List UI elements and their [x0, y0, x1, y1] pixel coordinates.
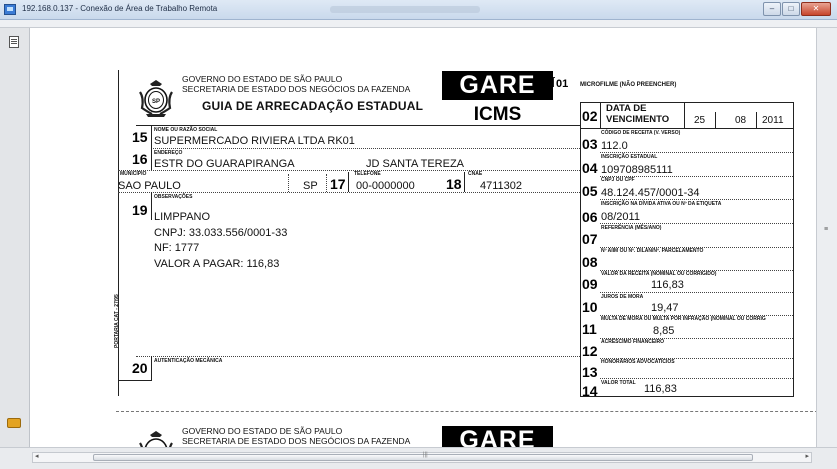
due-date-label-line1: DATA DE — [606, 103, 647, 114]
sao-paulo-coat-of-arms-icon — [136, 78, 176, 118]
field-13-label: HONORÁRIOS ADVOCATÍCIOS — [601, 359, 675, 365]
municipality: SAO PAULO — [118, 180, 181, 192]
field-10-number: 10 — [582, 299, 598, 315]
icms-title: ICMS — [473, 104, 522, 125]
government-header — [182, 74, 410, 94]
collapse-arrow-icon[interactable]: ≡ — [824, 226, 829, 233]
field-04-number: 04 — [582, 160, 598, 176]
title-bar[interactable] — [0, 0, 837, 20]
late-interest: 19,47 — [651, 302, 679, 314]
gare-logo-next: GARE — [442, 426, 553, 447]
cut-line — [116, 411, 816, 412]
field-02-number: 02 — [582, 108, 598, 124]
field-08-label: Nº AIIM OU Nº. DILAN/Nº. PARCELAMENTO — [601, 248, 704, 254]
field-19-label: OBSERVAÇÕES — [154, 194, 193, 200]
due-date-label-line2: VENCIMENTO — [606, 114, 670, 125]
secretaria-line: SECRETARIA DE ESTADO DOS NEGÓCIOS DA FAZENDA — [182, 436, 411, 446]
field-18-number: 18 — [446, 176, 462, 192]
field-06-number: 06 — [582, 209, 598, 225]
scroll-left-icon[interactable]: ◂ — [35, 453, 39, 460]
phone: 00-0000000 — [356, 180, 415, 192]
field-12-label: ACRÉSCIMO FINANCEIRO — [601, 339, 665, 345]
state-uf: SP — [303, 180, 318, 192]
revenue-value: 116,83 — [651, 279, 684, 291]
field-03-label: CÓDIGO DE RECEITA (V. VERSO) — [601, 130, 681, 136]
field-05-number: 05 — [582, 183, 598, 199]
field-18-label: CNAE — [468, 171, 483, 177]
due-year: 2011 — [762, 115, 784, 126]
field-13-number: 13 — [582, 364, 598, 380]
vertical-scrollbar[interactable] — [816, 28, 837, 456]
field-05-label: CNPJ OU CPF — [601, 177, 635, 183]
observation-line: VALOR A PAGAR: 116,83 — [154, 257, 280, 270]
document-view[interactable] — [30, 28, 816, 447]
form-right-border — [793, 102, 794, 396]
window-controls — [763, 2, 831, 16]
field-07-number: 07 — [582, 231, 598, 247]
gare-logo: GARE — [442, 71, 553, 100]
revenue-code: 112.0 — [601, 140, 628, 152]
government-line: GOVERNO DO ESTADO DE SÃO PAULO — [182, 74, 343, 84]
observations-text — [154, 210, 287, 272]
field-07-label: REFERÊNCIA (MÊS/ANO) — [601, 225, 662, 231]
field-01-label: MICROFILME (NÃO PREENCHER) — [580, 82, 677, 88]
field-14-number: 14 — [582, 383, 598, 399]
due-month: 08 — [735, 115, 747, 126]
field-01-number: 01 — [556, 78, 569, 90]
app-toolbar — [0, 20, 837, 28]
attachments-icon[interactable] — [7, 418, 21, 428]
government-line: GOVERNO DO ESTADO DE SÃO PAULO — [182, 426, 343, 436]
field-04-label: INSCRIÇÃO ESTADUAL — [601, 154, 658, 160]
municipality-label: MUNICÍPIO — [120, 171, 147, 177]
due-day: 25 — [694, 115, 706, 126]
remote-desktop-icon — [4, 4, 16, 15]
field-15-number: 15 — [132, 129, 148, 145]
total-value: 116,83 — [644, 383, 677, 395]
observation-line: NF: 1777 — [154, 242, 200, 254]
company-name: SUPERMERCADO RIVIERA LTDA RK01 — [154, 135, 355, 147]
field-20-number: 20 — [132, 360, 148, 376]
gare-form-next-copy — [116, 423, 796, 447]
state-registration: 109708985111 — [601, 164, 673, 176]
district: JD SANTA TEREZA — [366, 158, 465, 170]
secretaria-line: SECRETARIA DE ESTADO DOS NEGÓCIOS DA FAZENDA — [182, 84, 411, 94]
cnae: 4711302 — [480, 180, 523, 192]
gare-form — [116, 70, 796, 415]
field-17-number: 17 — [330, 176, 346, 192]
field-03-number: 03 — [582, 136, 598, 152]
field-17-label: TELEFONE — [354, 171, 381, 177]
field-16-number: 16 — [132, 151, 148, 167]
right-column-divider — [580, 102, 581, 396]
right-column-bottom — [580, 396, 794, 397]
field-19-number: 19 — [132, 202, 148, 218]
street-address: ESTR DO GUARAPIRANGA — [154, 158, 295, 170]
horizontal-scrollbar[interactable] — [32, 452, 812, 463]
field-16-label: ENDEREÇO — [154, 150, 183, 156]
government-header-next — [182, 426, 410, 446]
portaria-side-label: PORTARIA CAT - 27/95 — [114, 294, 120, 348]
blurred-remote-title — [330, 6, 480, 13]
maximize-button[interactable]: □ — [782, 2, 800, 16]
pages-icon[interactable] — [9, 36, 19, 48]
minimize-button[interactable]: – — [763, 2, 781, 16]
field-10-label: JUROS DE MORA — [601, 294, 644, 300]
observation-line: CNPJ: 33.033.556/0001-33 — [154, 226, 288, 239]
field-08-number: 08 — [582, 254, 598, 270]
left-navigation-pane — [0, 28, 30, 456]
field-09-number: 09 — [582, 276, 598, 292]
sao-paulo-coat-of-arms-icon — [136, 429, 176, 447]
field-14-label: VALOR TOTAL — [601, 380, 636, 386]
due-date-label — [606, 103, 669, 125]
field-11-number: 11 — [582, 321, 597, 337]
scroll-grip-icon: ||| — [423, 452, 428, 458]
active-debt-registration: 08/2011 — [601, 211, 640, 223]
guia-title: GUIA DE ARRECADAÇÃO ESTADUAL — [202, 99, 424, 113]
field-12-number: 12 — [582, 343, 598, 359]
field-11-label: MULTA DE MORA OU MULTA POR INFRAÇÃO (NOMINAL OU CORRIG — [601, 316, 766, 322]
field-15-label: NOME OU RAZÃO SOCIAL — [154, 127, 218, 133]
observation-line: LIMPPANO — [154, 211, 211, 223]
field-06-label: INSCRIÇÃO NA DÍVIDA ATIVA OU Nº DA ETIQUETA — [601, 201, 722, 207]
cnpj-cpf: 48.124.457/0001-34 — [601, 187, 700, 199]
scroll-right-icon[interactable]: ▸ — [805, 453, 809, 460]
close-button[interactable]: ✕ — [801, 2, 831, 16]
field-20-label: AUTENTICAÇÃO MECÂNICA — [154, 358, 223, 364]
late-fine: 8,85 — [653, 325, 675, 337]
svg-text:SP: SP — [151, 99, 161, 105]
status-area — [0, 447, 837, 469]
window-title: 192.168.0.137 - Conexão de Área de Trabalho Remota — [22, 4, 218, 13]
field-09-label: VALOR DA RECEITA (NOMINAL OU CORRIGIDO) — [601, 271, 717, 277]
